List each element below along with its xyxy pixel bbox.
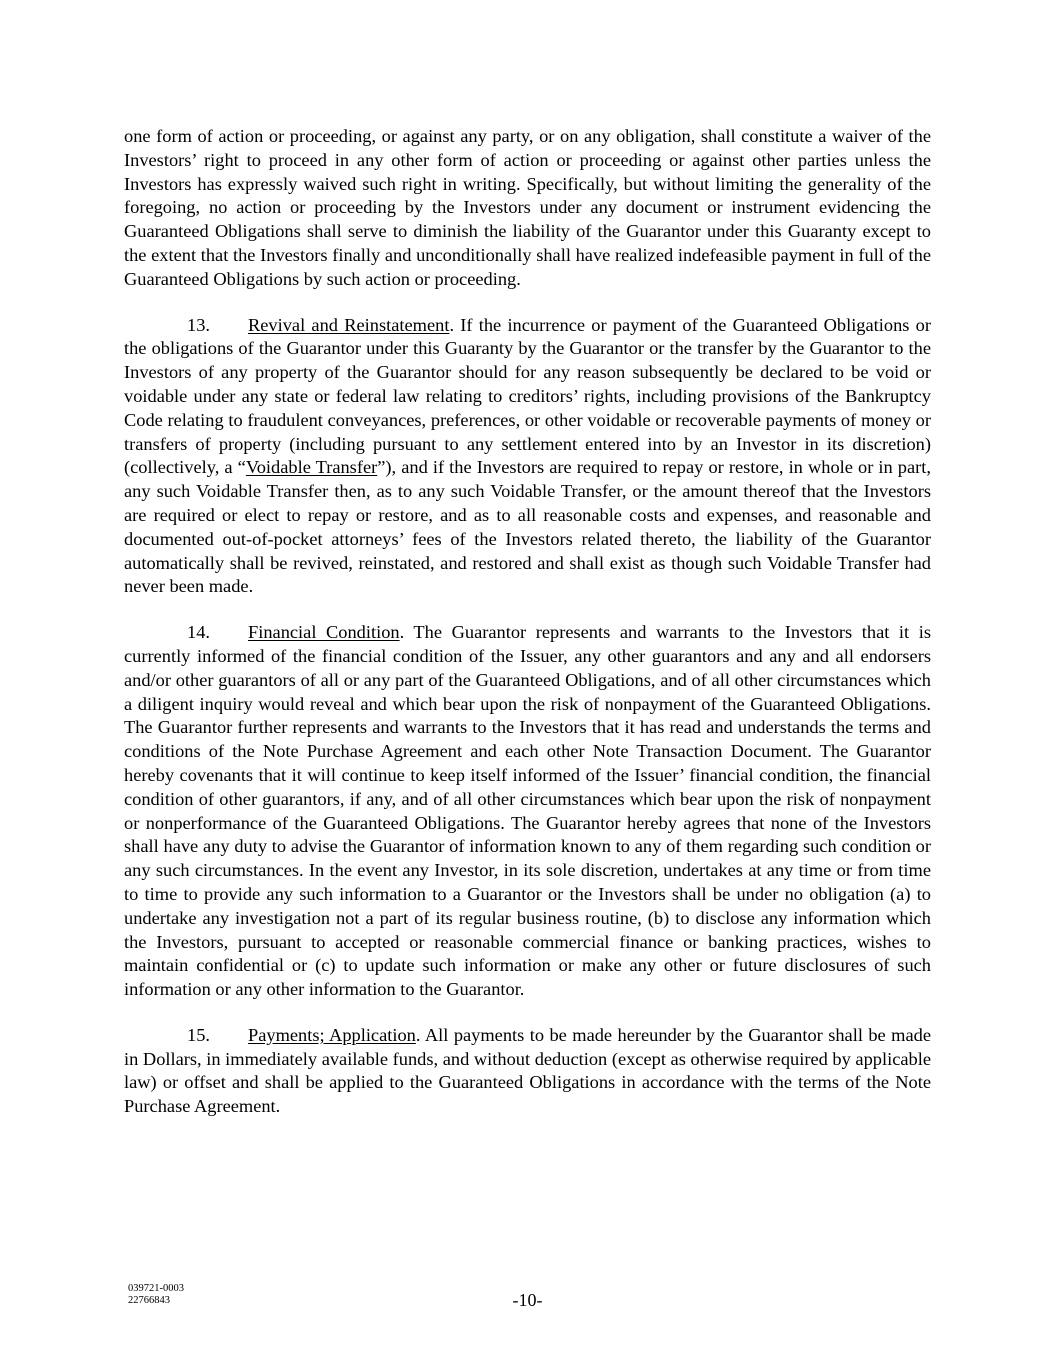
doc-number: 22766843 (128, 1295, 170, 1306)
paragraph-text: . All payments to be made hereunder by the Guarantor shall be made in Dollars, in immediately available funds, and without deduction (except as otherwise required by applicable law) or offset and shall be applied to the Guaranteed Obligations in accordance with the terms of the Note Purchase Agreement. (124, 1024, 931, 1117)
paragraph-text: . If the incurrence or payment of the Guaranteed Obligations or the obligations of the Guarantor under this Guaranty by the Guarantor or the transfer by the Guarantor to the Investors of any property of the Guarantor should for any reason subsequently be declared to be void or voidable under any state or federal law relating to creditors’ rights, including provisions of the Bankruptcy Code relating to fraudulent conveyances, preferences, or other voidable or recoverable payments of money or transfers of property (including pursuant to any settlement entered into by an Investor in its discretion) (collectively, a “ (124, 314, 931, 478)
document-body (124, 125, 931, 1141)
section-heading: Financial Condition (248, 622, 400, 643)
section-number: 15. (187, 1024, 210, 1045)
paragraph-12-continuation (124, 125, 931, 292)
paragraph-14 (124, 621, 931, 1002)
page-number: -10- (512, 1290, 543, 1310)
paragraph-15 (124, 1024, 931, 1119)
paragraph-text: . The Guarantor represents and warrants to the Investors that it is currently informed of the financial condition of the Issuer, any other guarantors and any and all endorsers and/or other guarantors of all or any part of the Guaranteed Obligations, and of all other circumstances which a diligent inquiry would reveal and which bear upon the risk of nonpayment of the Guaranteed Obligations. The Guarantor further represents and warrants to the Investors that it has read and understands the terms and conditions of the Note Purchase Agreement and each other Note Transaction Document. The Guarantor hereby covenants that it will continue to keep itself informed of the Issuer’ financial condition, the financial condition of other guarantors, if any, and of all other circumstances which bear upon the risk of nonpayment or nonperformance of the Guaranteed Obligations. The Guarantor hereby agrees that none of the Investors shall have any duty to advise the Guarantor of information known to any of them regarding such condition or any such circumstances. In the event any Investor, in its sole discretion, undertakes at any time or from time to time to provide any such information to a Guarantor or the Investors shall be under no obligation (a) to undertake any investigation not a part of its regular business routine, (b) to disclose any information which the Investors, pursuant to accepted or reasonable commercial finance or banking practices, wishes to maintain confidential or (c) to update such information or make any other or future disclosures of such information or any other information to the Guarantor. (124, 622, 931, 1000)
paragraph-text: ”), and if the Investors are required to repay or restore, in whole or in part, any such Voidable Transfer then, as to any such Voidable Transfer, or the amount thereof that the Investors are required or elect to repay or restore, and as to all reasonable costs and expenses, and reasonable and documented out-of-pocket attorneys’ fees of the Investors related thereto, the liability of the Guarantor automatically shall be revived, reinstated, and restored and shall exist as though such Voidable Transfer had never been made. (124, 457, 931, 597)
section-number: 14. (187, 622, 210, 643)
doc-code: 039721-0003 (128, 1283, 184, 1294)
section-heading: Revival and Reinstatement (248, 314, 450, 335)
paragraph-text: one form of action or proceeding, or against any party, or on any obligation, shall constitute a waiver of the Investors’ right to proceed in any other form of action or proceeding or against other parties unless the Investors has expressly waived such right in writing. Specifically, but without limiting the generality of the foregoing, no action or proceeding by the Investors under any document or instrument evidencing the Guaranteed Obligations shall serve to diminish the liability of the Guarantor under this Guaranty except to the extent that the Investors finally and unconditionally shall have realized indefeasible payment in full of the Guaranteed Obligations by such action or proceeding. (124, 126, 931, 289)
defined-term: Voidable Transfer (245, 457, 378, 478)
paragraph-13 (124, 314, 931, 600)
section-heading: Payments; Application (248, 1024, 416, 1045)
section-number: 13. (187, 314, 210, 335)
